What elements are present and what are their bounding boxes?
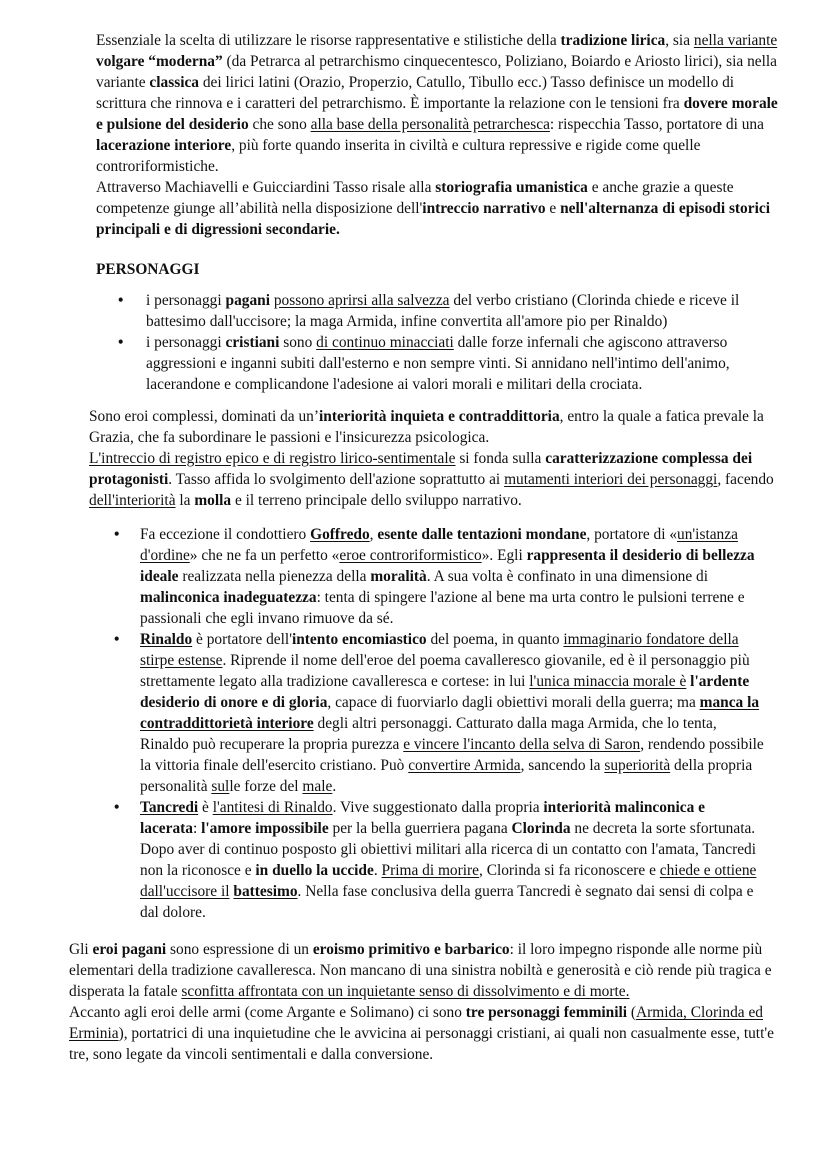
text: dei lirici latini (Orazio, Properzio, Catullo, Tibullo ecc.) Tasso definisce un modello di scrittura che rinnova e i caratteri del petrarchismo. È importante la relazione con le tensioni fra — [96, 74, 735, 112]
text: si fonda sulla — [455, 450, 546, 467]
underlined-text: chiede e ottiene dall'uccisore il — [140, 862, 757, 900]
text: della propria personalità — [140, 757, 753, 795]
text: Essenziale la scelta di utilizzare le risorse rappresentative e stilistiche della — [96, 32, 561, 49]
text: » che ne fa un perfetto « — [189, 547, 340, 564]
bold-text: classica — [149, 74, 200, 91]
underlined-text: eroe controriformistico — [339, 547, 482, 564]
underlined-text: possono aprirsi alla salvezza — [273, 292, 450, 309]
bold-text: tre personaggi femminili — [465, 1004, 628, 1021]
bold-underlined-text: Tancredi — [140, 799, 199, 816]
text: , sia — [665, 32, 694, 49]
text: : tenta di spingere l'azione al bene ma urta contro le pulsioni terrene e passionali che egli invano rimuove da sé. — [140, 589, 745, 627]
bullet-icon: • — [114, 526, 120, 543]
bold-text: l'amore impossibile — [201, 820, 329, 837]
bullet-list-factions — [118, 290, 783, 395]
underlined-text: L'intreccio di registro epico e di registro lirico-sentimentale — [89, 450, 456, 467]
bold-underlined-text: battesimo — [233, 883, 298, 900]
text: i personaggi — [146, 292, 226, 309]
bold-text: caratterizzazione complessa dei protagonisti — [89, 450, 753, 488]
bold-text: lacerazione interiore — [96, 137, 232, 154]
text: , — [369, 526, 378, 543]
text: Fa eccezione il condottiero — [140, 526, 311, 543]
bold-text: pagani — [225, 292, 270, 309]
bold-text: rappresenta il desiderio di bellezza ideale — [140, 547, 755, 585]
underlined-text: immaginario fondatore della stirpe estense — [140, 631, 739, 669]
bullet-icon: • — [114, 799, 120, 816]
text: del verbo cristiano (Clorinda chiede e riceve il battesimo dall'uccisore; la maga Armida, infine convertita all'amore pio per Rinaldo) — [146, 292, 740, 330]
bullet-icon: • — [118, 334, 124, 351]
text: . Nella fase conclusiva della guerra Tancredi è segnato dai sensi di colpa e dal dolore. — [140, 883, 754, 921]
list-item — [118, 290, 783, 332]
text: Attraverso Machiavelli e Guicciardini Tasso risale alla — [96, 179, 436, 196]
bold-text: tradizione lirica — [560, 32, 666, 49]
underlined-text: un'istanza d'ordine — [140, 526, 738, 564]
underlined-text: male — [302, 778, 333, 795]
bold-underlined-text: Rinaldo — [140, 631, 193, 648]
text: , sancendo la — [520, 757, 605, 774]
text: le forze del — [229, 778, 303, 795]
text: per la bella guerriera pagana — [328, 820, 512, 837]
text: la — [175, 492, 195, 509]
underlined-text: l'antitesi di Rinaldo — [212, 799, 333, 816]
text: del poema, in quanto — [426, 631, 564, 648]
bold-text: molla — [194, 492, 232, 509]
bold-text: moralità — [370, 568, 427, 585]
text: realizzata nella pienezza della — [178, 568, 371, 585]
text: . A sua volta è confinato in una dimensione di — [426, 568, 708, 585]
text: sono espressione di un — [166, 941, 313, 958]
text: . Riprende il nome dell'eroe del poema cavalleresco giovanile, ed è il personaggio più strettamente legato alla tradizione cavalleresca e cortese: in lui — [140, 652, 750, 690]
text: ». Egli — [481, 547, 527, 564]
bold-text: in duello la uccide — [255, 862, 374, 879]
underlined-text: l'unica minaccia morale è — [529, 673, 687, 690]
bold-text: l'ardente desiderio di onore e di gloria — [140, 673, 750, 711]
text: (da Petrarca al petrarchismo cinquecentesco, Poliziano, Boiardo e Ariosto lirici), sia nella variante — [96, 53, 777, 91]
text: . Tasso affida lo svolgimento dell'azione soprattutto ai — [168, 471, 505, 488]
text: ), portatrici di una inquietudine che le avvicina ai personaggi cristiani, ai quali non casualmente esse, tutt'e tre, sono legate da vincoli sentimentali e dalla conversione. — [69, 1025, 774, 1063]
bullet-icon: • — [114, 631, 120, 648]
underlined-text: di continuo minacciati — [316, 334, 454, 351]
text: degli altri personaggi. Catturato dalla maga Armida, che lo tenta, Rinaldo può recuperare la propria purezza — [140, 715, 717, 753]
bold-text: interiorità inquieta e contraddittoria — [318, 408, 560, 425]
underlined-text: Prima di morire — [381, 862, 479, 879]
bold-text: intento encomiastico — [291, 631, 427, 648]
text: : rispecchia Tasso, portatore di una — [549, 116, 764, 133]
text: e anche grazie a queste competenze giunge all’abilità nella disposizione dell' — [96, 179, 734, 217]
bold-text: eroi pagani — [92, 941, 167, 958]
text: è portatore dell' — [192, 631, 292, 648]
list-item — [118, 332, 783, 395]
bullet-list-heroes — [114, 524, 766, 923]
pagan-heroes-paragraph — [69, 939, 785, 1065]
intro-paragraph — [96, 30, 786, 240]
underlined-text: e vincere l'incanto della selva di Saron — [403, 736, 641, 753]
text: ne decreta la sorte sfortunata. Dopo aver di continuo posposto gli obiettivi militari alla ricerca di un contatto con l'amata, Tancredi non la riconosce e — [140, 820, 757, 879]
bold-text: nell'alternanza di episodi storici principali e di digressioni secondarie. — [96, 200, 770, 238]
text: . — [332, 778, 337, 795]
bold-text: volgare “moderna” — [96, 53, 223, 70]
bold-text: interiorità malinconica e lacerata — [140, 799, 705, 837]
bold-underlined-text: Goffredo — [310, 526, 370, 543]
text: è — [198, 799, 213, 816]
underlined-text: alla base della personalità petrarchesca — [310, 116, 550, 133]
bold-text: Clorinda — [511, 820, 571, 837]
list-item-goffredo — [114, 524, 766, 629]
bold-text: malinconica inadeguatezza — [140, 589, 317, 606]
text: Gli — [69, 941, 93, 958]
underlined-text: superiorità — [604, 757, 671, 774]
text: , facendo — [717, 471, 774, 488]
underlined-text: sul — [211, 778, 230, 795]
underlined-text: sconfitta affrontata con un inquietante senso di dissolvimento e di morte. — [181, 983, 630, 1000]
bold-underlined-text: manca la contraddittorietà interiore — [140, 694, 760, 732]
bold-text: cristiani — [225, 334, 280, 351]
text: , rendendo possibile la vittoria finale dell'esercito cristiano. Può — [140, 736, 764, 774]
text: , portatore di « — [586, 526, 678, 543]
bullet-icon: • — [118, 292, 124, 309]
underlined-text: Armida, Clorinda ed Erminia — [69, 1004, 763, 1042]
text: Sono eroi complessi, dominati da un’ — [89, 408, 319, 425]
bold-text: esente dalle tentazioni mondane — [377, 526, 587, 543]
bold-text: storiografia umanistica — [435, 179, 588, 196]
text: i personaggi — [146, 334, 226, 351]
underlined-text: convertire Armida — [408, 757, 521, 774]
underlined-text: nella variante — [693, 32, 778, 49]
text: che sono — [248, 116, 311, 133]
underlined-text: mutamenti interiori dei personaggi — [504, 471, 718, 488]
bold-text: intreccio narrativo — [422, 200, 546, 217]
text: dalle forze infernali che agiscono attraverso aggressioni e inganni subiti dall'esterno e non sempre vinti. Si annidano nell'intimo dell'animo, lacerandone e complicandone l'adesione ai valori morali e militari della crociata. — [146, 334, 730, 393]
list-item-rinaldo — [114, 629, 766, 797]
bold-text: eroismo primitivo e barbarico — [312, 941, 510, 958]
text: : il loro impegno risponde alle norme più elementari della tradizione cavalleresca. Non mancano di una sinistra nobiltà e generosità e ciò rende più tragica e disperata la fatale — [69, 941, 772, 1000]
section-heading: PERSONAGGI — [96, 261, 200, 278]
text: e — [545, 200, 561, 217]
text: , entro la quale a fatica prevale la Grazia, che fa subordinare le passioni e l'insicurezza psicologica. — [89, 408, 764, 446]
text: : — [192, 820, 202, 837]
text: , capace di fuorviarlo dagli obiettivi morali della guerra; ma — [327, 694, 700, 711]
bold-text: dovere morale e pulsione del desiderio — [96, 95, 778, 133]
text: , più forte quando inserita in civiltà e cultura repressive e rigide come quelle controriformistiche. — [96, 137, 701, 175]
list-item-tancredi — [114, 797, 766, 923]
complex-heroes-paragraph — [89, 406, 789, 511]
text: . — [373, 862, 382, 879]
text: ( — [627, 1004, 637, 1021]
text: sono — [279, 334, 317, 351]
text: e il terreno principale dello sviluppo narrativo. — [231, 492, 522, 509]
text: , Clorinda si fa riconoscere e — [479, 862, 660, 879]
text: . Vive suggestionato dalla propria — [332, 799, 544, 816]
text: Accanto agli eroi delle armi (come Argante e Solimano) ci sono — [69, 1004, 466, 1021]
underlined-text: dell'interiorità — [89, 492, 176, 509]
